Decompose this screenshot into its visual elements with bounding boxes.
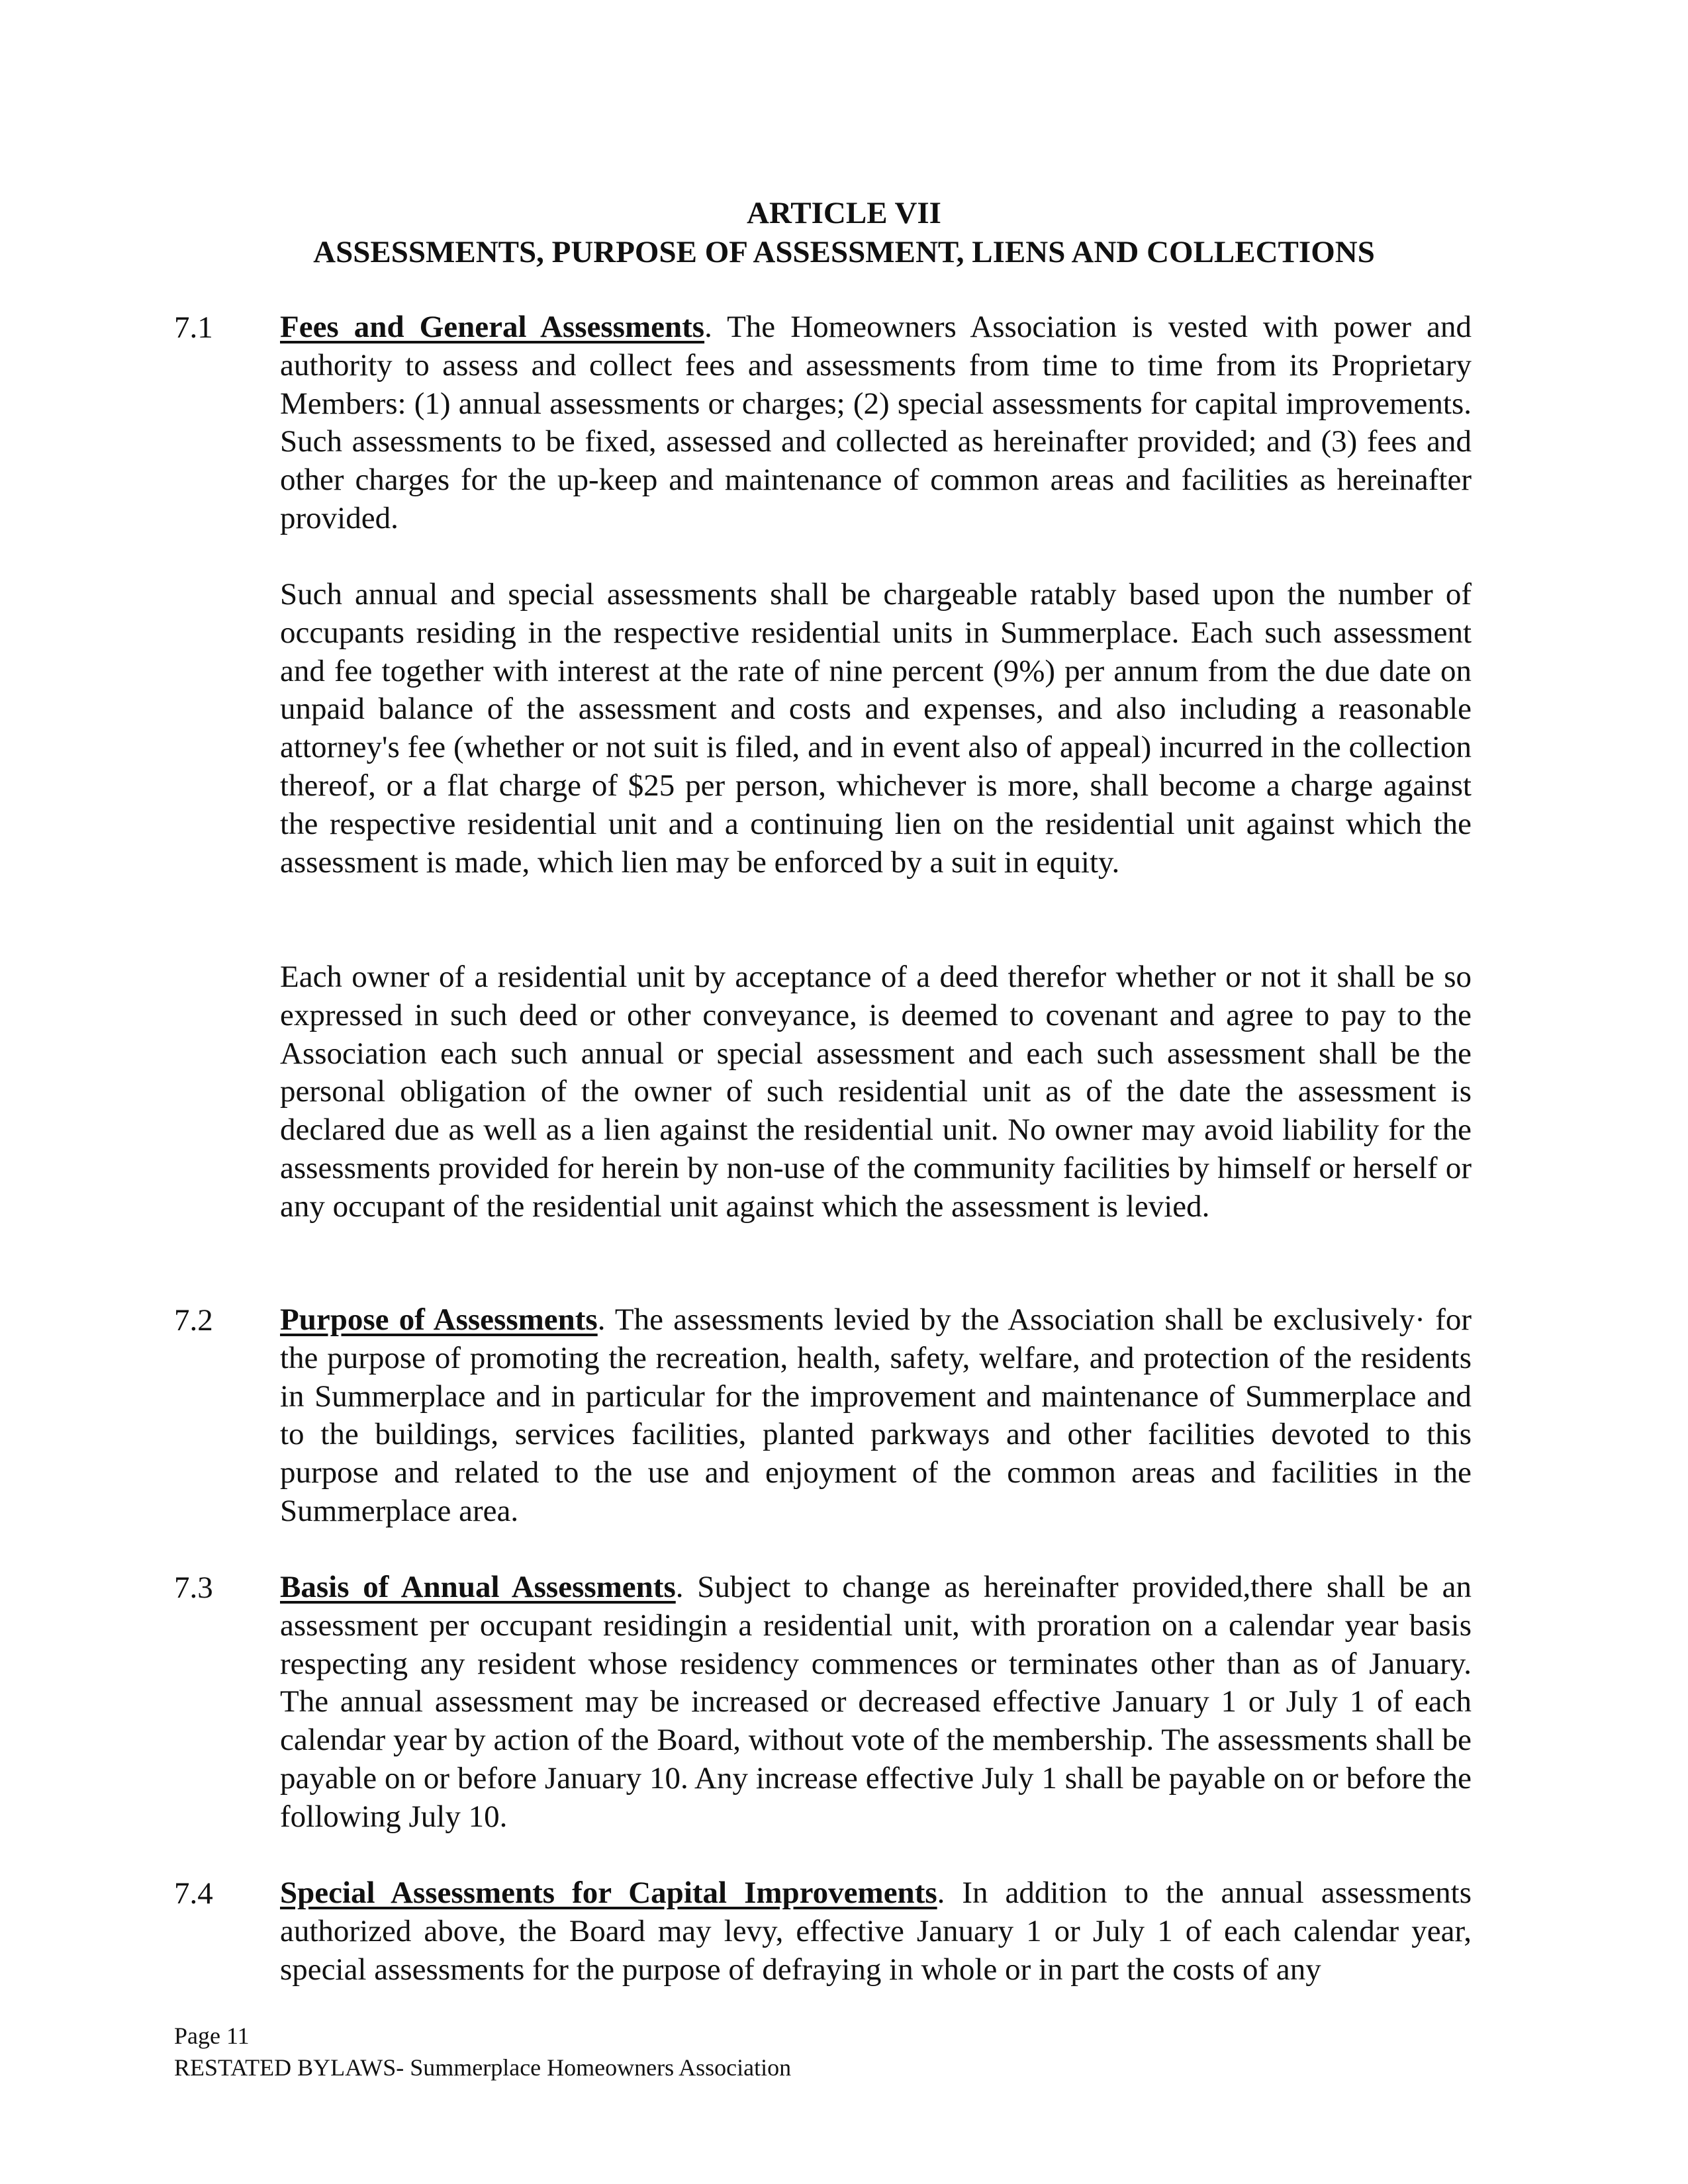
article-number: ARTICLE VII [747, 196, 941, 230]
section-text: . The Homeowners Association is vested with power and authority to assess and collect fees and assessments from time to time from its Proprietary Members: (1) annual assessments or charges; (2) special assessments for capital improvements. Such assessments to be fixed, assessed and collected as hereinafter provided; and (3) fees and other charges for the up-keep and maintenance of common areas and facilities as hereinafter provided. [280, 310, 1472, 535]
footer-document-title: RESTATED BYLAWS- Summerplace Homeowners Association [174, 2054, 792, 2081]
section-title: Special Assessments for Capital Improvements [280, 1876, 937, 1910]
section-paragraph: Each owner of a residential unit by acceptance of a deed therefor whether or not it shall be so expressed in such deed or other conveyance, is deemed to covenant and agree to pay to the Association each such annual or special assessment and each such assessment shall be the personal obligation of the owner of such residential unit as of the date the assessment is declared due as well as a lien against the residential unit. No owner may avoid liability for the assessments provided for herein by non-use of the community facilities by himself or herself or any occupant of the residential unit against which the assessment is levied. [280, 960, 1472, 1224]
section-paragraph [280, 1301, 1472, 1531]
section-text: . In addition to the annual assessments authorized above, the Board may levy, effective January 1 or July 1 of each calendar year, special assessments for the purpose of defraying in whole or in part the costs of any [280, 1876, 1472, 1987]
section-number: 7.4 [174, 1876, 213, 1911]
section-paragraph [280, 1874, 1472, 1989]
article-title: ASSESSMENTS, PURPOSE OF ASSESSMENT, LIENS AND COLLECTIONS [313, 235, 1375, 269]
section-paragraph: Such annual and special assessments shall be chargeable ratably based upon the number of occupants residing in the respective residential units in Summerplace. Each such assessment and fee together with interest at the rate of nine percent (9%) per annum from the due date on unpaid balance of the assessment and costs and expenses, and also including a reasonable attorney's fee (whether or not suit is filed, and in event also of appeal) incurred in the collection thereof, or a flat charge of $25 per person, whichever is more, shall become a charge against the respective residential unit and a continuing lien on the residential unit against which the assessment is made, which lien may be enforced by a suit in equity. [280, 577, 1472, 880]
section-text: . Subject to change as hereinafter provided,there shall be an assessment per occupant residingin a residential unit, with proration on a calendar year basis respecting any resident whose residency commences or terminates other than as of January. The annual assessment may be increased or decreased effective January 1 or July 1 of each calendar year by action of the Board, without vote of the membership. The assessments shall be payable on or before January 10. Any increase effective July 1 shall be payable on or before the following July 10. [280, 1570, 1472, 1834]
section-title: Basis of Annual Assessments [280, 1570, 676, 1604]
footer-page-number: Page 11 [174, 2023, 250, 2049]
section-title: Fees and General Assessments [280, 310, 705, 344]
section-title: Purpose of Assessments [280, 1302, 598, 1337]
section-number: 7.3 [174, 1570, 213, 1605]
section-text: . The assessments levied by the Association shall be exclusively· for the purpose of promoting the recreation, health, safety, welfare, and protection of the residents in Summerplace and in particular for the improvement and maintenance of Summerplace and to the buildings, services facilities, planted parkways and other facilities devoted to this purpose and related to the use and enjoyment of the common areas and facilities in the Summerplace area. [280, 1302, 1472, 1528]
section-paragraph [280, 1569, 1472, 1837]
section-paragraph [280, 308, 1472, 538]
section-number: 7.2 [174, 1303, 213, 1338]
section-number: 7.1 [174, 310, 213, 345]
